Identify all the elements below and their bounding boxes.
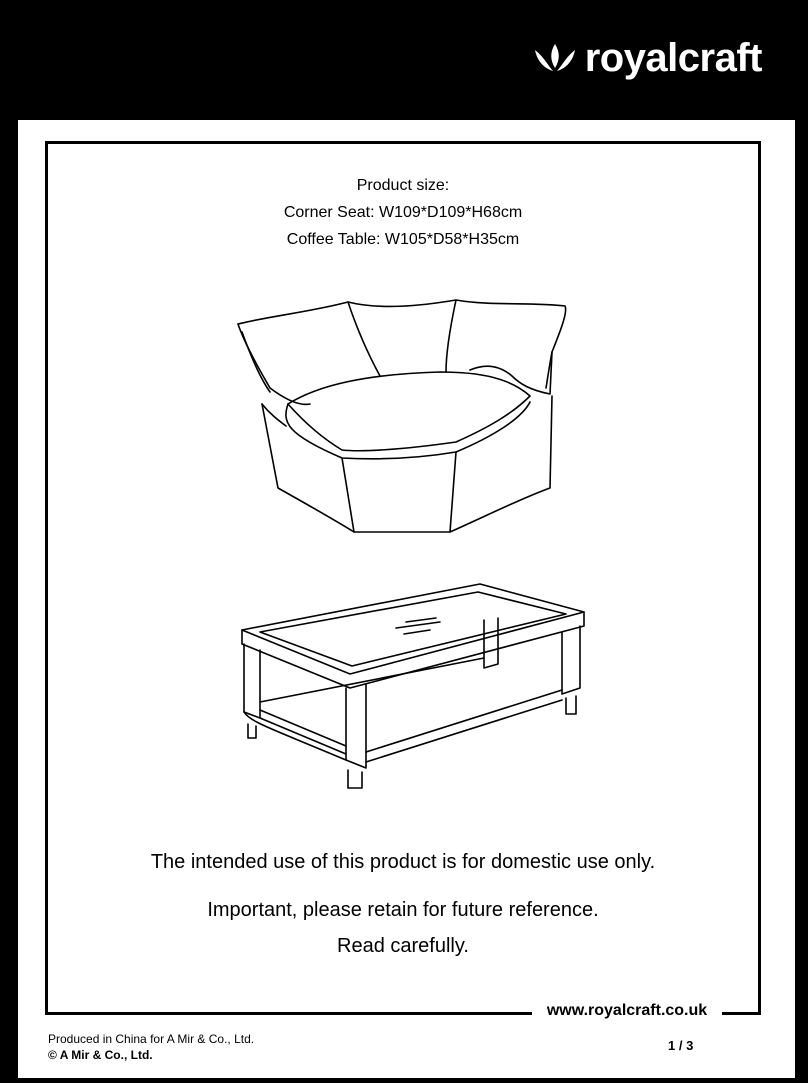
frame-bottom-rule-left [45,1012,532,1015]
read-carefully-notice: Read carefully. [337,935,469,957]
produced-in-text: Produced in China for A Mir & Co., Ltd. [48,1032,255,1046]
website-link[interactable]: www.royalcraft.co.uk [546,1002,708,1019]
coffee-table-illustration [230,582,590,796]
brand-name: royalcraft [584,36,762,80]
coffee-table-size: Coffee Table: W105*D58*H35cm [286,231,520,248]
product-size-title: Product size: [356,177,450,194]
frame-bottom-rule-right [722,1012,761,1015]
copyright-text: © A Mir & Co., Ltd. [48,1048,153,1062]
retain-notice: Important, please retain for future reference. [207,899,599,921]
corner-seat-size: Corner Seat: W109*D109*H68cm [283,204,523,221]
corner-seat-illustration [230,292,575,542]
page-number: 1 / 3 [668,1038,694,1053]
footer-credits [48,1031,254,1063]
header-bar [0,0,808,120]
intended-use-notice: The intended use of this product is for domestic use only. [150,851,656,873]
crown-leaf-icon [533,42,577,76]
content-frame [45,141,761,1015]
brand-logo [533,36,762,81]
